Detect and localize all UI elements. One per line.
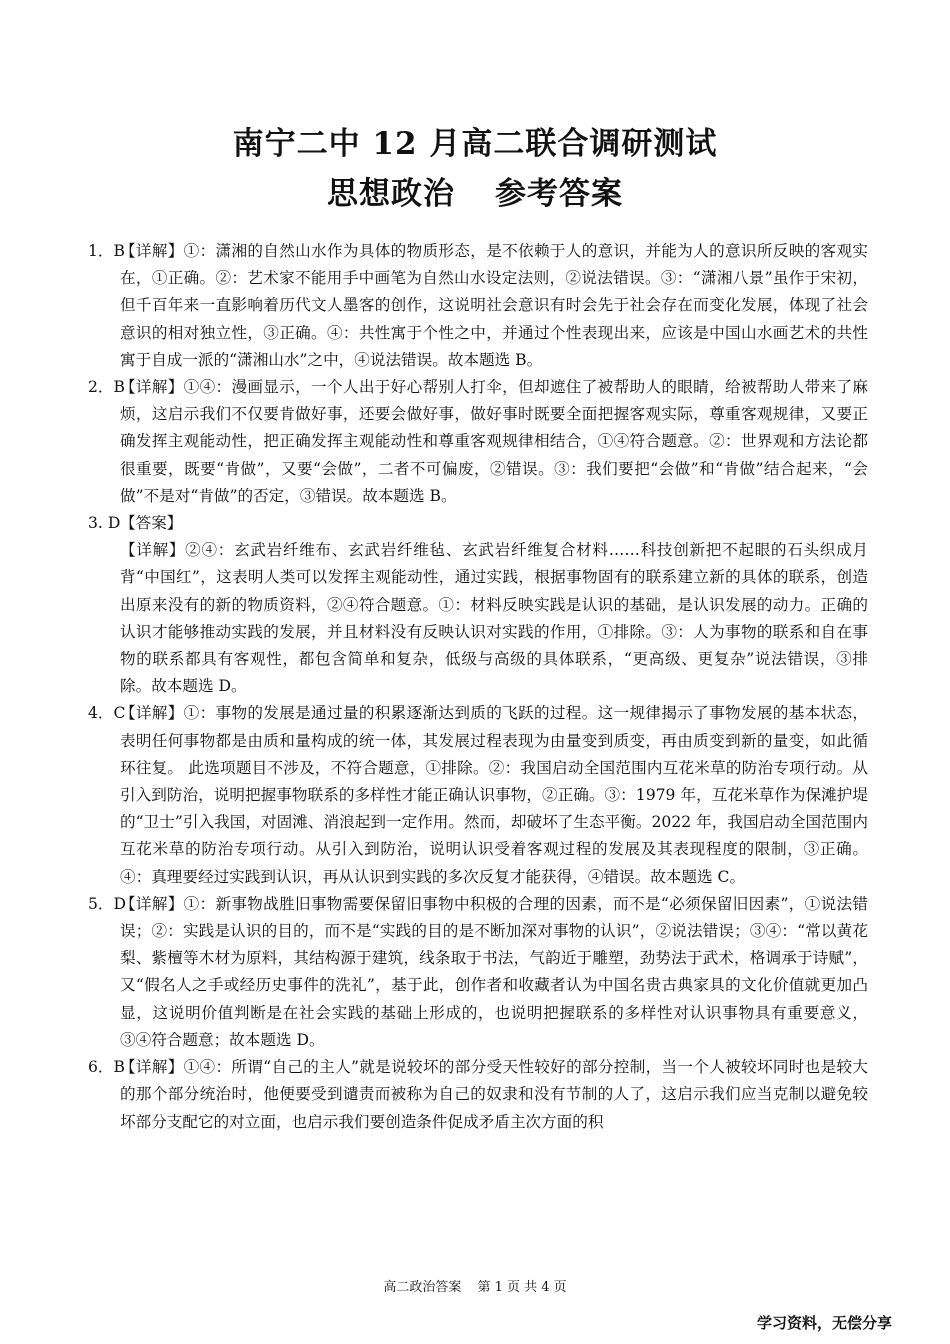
footer-subject: 高二政治答案: [383, 1280, 462, 1295]
subtitle-subject: 思想政治: [327, 176, 455, 212]
answer-list: [88, 238, 868, 1136]
answer-number: 1．B: [88, 242, 125, 260]
answer-text: 【答案】: [120, 514, 183, 533]
answer-number: 3. D: [88, 514, 121, 533]
answer-item-2: [88, 374, 868, 510]
watermark-text: 学习资料，无偿分享: [756, 1314, 892, 1332]
answer-item-6: [88, 1054, 868, 1136]
answer-detail: 【详解】②④：玄武岩纤维布、玄武岩纤维毡、玄武岩纤维复合材料……科技创新把不起眼的石头织成月背“中国红”，这表明人类可以发挥主观能动性，通过实践，根据事物固有的联系建立新的具体的联系，创造出原来没有的新的物质资料，②④符合题意。①：材料反映实践是认识的基础，是认识发展的动力。正确的认识才能够推动实践的发展，并且材料没有反映认识对实践的作用，①排除。③：人为事物的联系和自在事物的联系都具有客观性，都包含简单和复杂，低级与高级的具体联系，“更高级、更复杂”说法错误，③排除。故本题选 D。: [120, 541, 868, 696]
answer-text: 【详解】①④：漫画显示，一个人出于好心帮别人打伞，但却遮住了被帮助人的眼睛，给被帮助人带来了麻烦，这启示我们不仅要肯做好事，还要会做好事，做好事时既要全面把握客观实际，尊重客观规律，又要正确发挥主观能动性，把正确发挥主观能动性和尊重客观规律相结合，①④符合题意。②：世界观和方法论都很重要，既要“肯做”，又要“会做”，二者不可偏废，②错误。③：我们要把“会做”和“肯做”结合起来，“会做”不是对“肯做”的否定，③错误。故本题选 B。: [120, 378, 868, 505]
answer-number: 2．B: [88, 378, 125, 397]
answer-number: 4．C: [88, 704, 126, 723]
subtitle-label: 参考答案: [495, 176, 623, 212]
answer-item-1: [88, 238, 868, 374]
answer-number: 6．B: [88, 1058, 125, 1077]
page-subtitle: [0, 168, 950, 213]
answer-item-3: [88, 510, 868, 700]
answer-text: 【详解】①：事物的发展是通过量的积累逐渐达到质的飞跃的过程。这一规律揭示了事物发展的基本状态，表明任何事物都是由质和量构成的统一体，其发展过程表现为由量变到质变，再由质变到新的量变，如此循环往复。 此选项题目不涉及，不符合题意，①排除。②：我国启动全国范围内互花米草的防治专项行动。从引入到防治，说明把握事物联系的多样性才能正确认识事物，②正确。③：1979 年，互花米草作为保滩护堤的“卫士”引入我国，对固滩、消浪起到一定作用。然而，却破坏了生态平衡。2022 年，我国启动全国范围内互花米草的防治专项行动。从引入到防治，说明认识受着客观过程的发展及其表现程度的限制，③正确。④：真理要经过实践到认识，再从认识到实践的多次反复才能获得，④错误。故本题选 C。: [120, 704, 868, 886]
page-footer: [0, 1276, 950, 1295]
answer-item-4: [88, 700, 868, 890]
answer-text: 【详解】①：潇湘的自然山水作为具体的物质形态，是不依赖于人的意识，并能为人的意识所反映的客观实在，①正确。②：艺术家不能用手中画笔为自然山水设定法则，②说法错误。③：“潇湘八景”虽作于宋初，但千百年来一直影响着历代文人墨客的创作，这说明社会意识有时会先于社会存在而变化发展，体现了社会意识的相对独立性，③正确。④：共性寓于个性之中，并通过个性表现出来，应该是中国山水画艺术的共性寓于自成一派的“潇湘山水”之中，④说法错误。故本题选 B。: [120, 242, 868, 369]
footer-page-info: 第 1 页 共 4 页: [477, 1280, 567, 1295]
answer-text: 【详解】①：新事物战胜旧事物需要保留旧事物中积极的合理的因素，而不是“必须保留旧因素”，①说法错误；②：实践是认识的目的，而不是“实践的目的是不断加深对事物的认识”，②说法错误；③④：“常以黄花梨、紫檀等木材为原料，其结构源于建筑，线条取于书法，气韵近于雕塑，劲势法于武术，格调承于诗赋”，又“假名人之手或经历史事件的洗礼”，基于此，创作者和收藏者认为中国名贵古典家具的文化价值就更加凸显，这说明价值判断是在社会实践的基础上形成的，也说明把握联系的多样性对认识事物具有重要意义，③④符合题意；故本题选 D。: [120, 894, 868, 1049]
answer-text: 【详解】①④：所谓“自己的主人”就是说较坏的部分受天性较好的部分控制，当一个人被较坏同时也是较大的那个部分统治时，他便要受到谴责而被称为自己的奴隶和没有节制的人了，这启示我们应当克制以避免较坏部分支配它的对立面，也启示我们要创造条件促成矛盾主次方面的积: [120, 1058, 868, 1131]
answer-number: 5．D: [88, 894, 127, 913]
page-title: 南宁二中 12 月高二联合调研测试: [232, 126, 718, 162]
answer-item-5: [88, 891, 868, 1054]
